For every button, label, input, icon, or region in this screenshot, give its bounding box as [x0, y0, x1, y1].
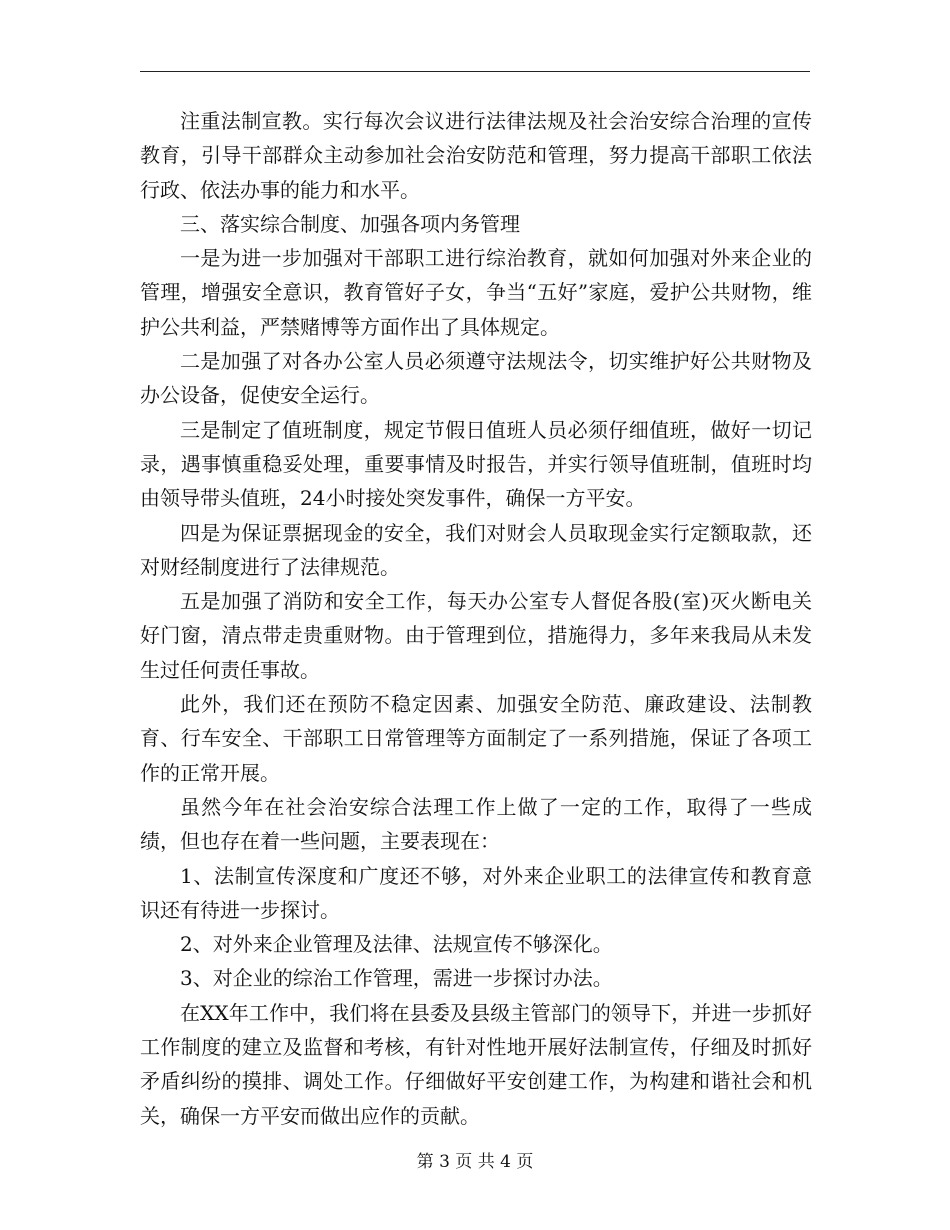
paragraph-additional-measures: 此外，我们还在预防不稳定因素、加强安全防范、廉政建设、法制教育、行车安全、干部职工日常管理等方面制定了一系列措施，保证了各项工作的正常开展。 [140, 692, 812, 785]
header-rule [140, 71, 810, 72]
page-number-footer: 第 3 页 共 4 页 [416, 1152, 534, 1172]
problem-item-3: 3、对企业的综治工作管理，需进一步探讨办法。 [180, 966, 613, 991]
section-heading-three: 三、落实综合制度、加强各项内务管理 [180, 211, 520, 236]
paragraph-point-three: 三是制定了值班制度，规定节假日值班人员必须仔细值班，做好一切记录，遇事慎重稳妥处理，重要事情及时报告，并实行领导值班制，值班时均由领导带头值班，24小时接处突发事件，确保一方平安。 [140, 417, 812, 511]
paragraph-point-five: 五是加强了消防和安全工作，每天办公室专人督促各股(室)灭火断电关好门窗，清点带走贵重财物。由于管理到位，措施得力，多年来我局从未发生过任何责任事故。 [140, 589, 812, 682]
document-body [140, 104, 812, 1133]
paragraph-point-four: 四是为保证票据现金的安全，我们对财会人员取现金实行定额取款，还对财经制度进行了法律规范。 [140, 520, 812, 579]
paragraph-point-one: 一是为进一步加强对干部职工进行综治教育，就如何加强对外来企业的管理，增强安全意识，教育管好子女，争当“五好”家庭，爱护公共财物，维护公共利益，严禁赌博等方面作出了具体规定。 [140, 246, 812, 339]
paragraph-point-two: 二是加强了对各办公室人员必须遵守法规法令，切实维护好公共财物及办公设备，促使安全运行。 [140, 349, 812, 408]
paragraph-future-plan: 在XX年工作中，我们将在县委及县级主管部门的领导下，并进一步抓好工作制度的建立及监督和考核，有针对性地开展好法制宣传，仔细及时抓好矛盾纠纷的摸排、调处工作。仔细做好平安创建工作，为构建和谐社会和机关，确保一方平安而做出应作的贡献。 [140, 1000, 812, 1128]
problem-item-1: 1、法制宣传深度和广度还不够，对外来企业职工的法律宣传和教育意识还有待进一步探讨。 [140, 863, 812, 922]
paragraph-legal-education: 注重法制宣教。实行每次会议进行法律法规及社会治安综合治理的宣传教育，引导干部群众主动参加社会治安防范和管理，努力提高干部职工依法行政、依法办事的能力和水平。 [140, 109, 812, 202]
paragraph-problems-intro: 虽然今年在社会治安综合法理工作上做了一定的工作，取得了一些成绩，但也存在着一些问题，主要表现在： [140, 794, 812, 854]
problem-item-2: 2、对外来企业管理及法律、法规宣传不够深化。 [180, 932, 613, 957]
